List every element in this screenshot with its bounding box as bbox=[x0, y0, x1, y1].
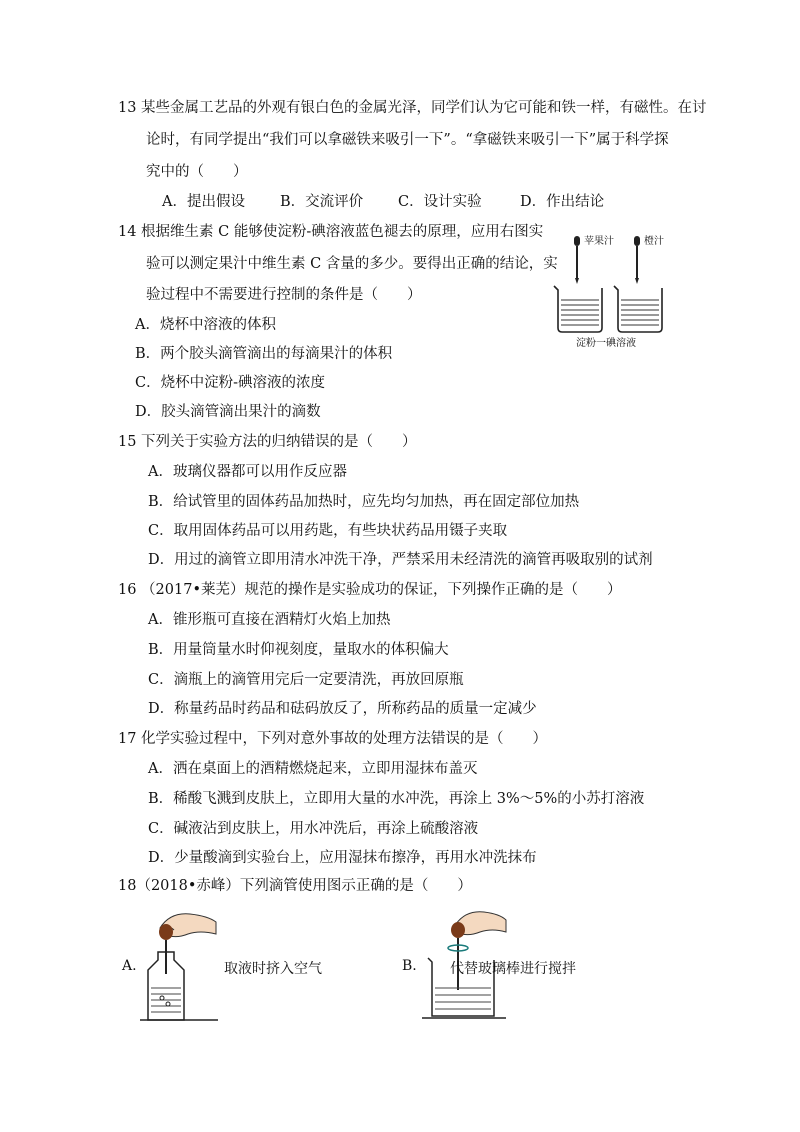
q16-stem: 16 （2017•莱芜）规范的操作是实验成功的保证，下列操作正确的是（ ） bbox=[118, 582, 622, 598]
right-beaker-icon bbox=[614, 286, 662, 332]
q18-choice-b-letter[interactable]: B. bbox=[402, 958, 417, 974]
q16-option-b[interactable]: B．用量筒量水时仰视刻度，量取水的体积偏大 bbox=[148, 642, 449, 658]
q18-choice-a-caption: 取液时挤入空气 bbox=[224, 961, 322, 977]
q14-option-c[interactable]: C．烧杯中淀粉-碘溶液的浓度 bbox=[135, 375, 325, 391]
label-apple-juice: 苹果汁 bbox=[584, 236, 614, 247]
beaker-dropper-figure bbox=[548, 228, 678, 348]
q13-stem-line-2: 论时，有同学提出“我们可以拿磁铁来吸引一下”。“拿磁铁来吸引一下”属于科学探 bbox=[146, 132, 669, 148]
q13-stem-line-3: 究中的（ ） bbox=[146, 164, 248, 180]
q17-stem: 17 化学实验过程中，下列对意外事故的处理方法错误的是（ ） bbox=[118, 731, 548, 747]
q14-stem-line-1: 14 根据维生素 C 能够使淀粉-碘溶液蓝色褪去的原理，应用右图实 bbox=[118, 224, 544, 240]
q16-option-a[interactable]: A．锥形瓶可直接在酒精灯火焰上加热 bbox=[148, 612, 391, 628]
q18-choice-b-caption: 代替玻璃棒进行搅拌 bbox=[450, 961, 576, 977]
q16-option-d[interactable]: D．称量药品时药品和砝码放反了，所称药品的质量一定减少 bbox=[148, 701, 537, 717]
q15-option-d[interactable]: D．用过的滴管立即用清水冲洗干净，严禁采用未经清洗的滴管再吸取别的试剂 bbox=[148, 552, 653, 568]
q14-option-b[interactable]: B．两个胶头滴管滴出的每滴果汁的体积 bbox=[135, 346, 393, 362]
q18-choice-a-letter[interactable]: A. bbox=[122, 958, 137, 974]
label-starch-iodine: 淀粉一碘溶液 bbox=[576, 338, 636, 348]
dropper-bulb-icon bbox=[159, 924, 173, 974]
q13-stem-line-1: 13 某些金属工艺品的外观有银白色的金属光泽，同学们认为它可能和铁一样，有磁性。在讨 bbox=[118, 100, 707, 116]
left-dropper-icon bbox=[574, 236, 580, 284]
left-beaker-icon bbox=[554, 286, 602, 332]
q17-option-c[interactable]: C．碱液沾到皮肤上，用水冲洗后，再涂上硫酸溶液 bbox=[148, 821, 479, 837]
right-dropper-icon bbox=[634, 236, 640, 284]
q15-option-c[interactable]: C．取用固体药品可以用药匙，有些块状药品用镊子夹取 bbox=[148, 523, 508, 539]
q17-option-a[interactable]: A．洒在桌面上的酒精燃烧起来，立即用湿抹布盖灭 bbox=[148, 761, 478, 777]
q15-option-a[interactable]: A．玻璃仪器都可以用作反应器 bbox=[148, 464, 347, 480]
q14-stem-line-2: 验可以测定果汁中维生素 C 含量的多少。要得出正确的结论，实 bbox=[146, 256, 558, 272]
q14-option-d[interactable]: D．胶头滴管滴出果汁的滴数 bbox=[135, 404, 321, 420]
q13-option-a[interactable]: A．提出假设 bbox=[162, 194, 245, 210]
q13-option-c[interactable]: C．设计实验 bbox=[398, 194, 482, 210]
q18-stem: 18（2018•赤峰）下列滴管使用图示正确的是（ ） bbox=[118, 878, 472, 894]
q14-option-a[interactable]: A．烧杯中溶液的体积 bbox=[135, 317, 276, 333]
q14-stem-line-3: 验过程中不需要进行控制的条件是（ ） bbox=[146, 287, 422, 303]
q15-stem: 15 下列关于实验方法的归纳错误的是（ ） bbox=[118, 434, 417, 450]
reagent-bottle-icon bbox=[140, 952, 218, 1020]
label-orange-juice: 橙汁 bbox=[644, 236, 664, 247]
q18-figure-a bbox=[140, 908, 220, 1023]
q17-option-b[interactable]: B．稀酸飞溅到皮肤上，立即用大量的水冲洗，再涂上 3%～5%的小苏打溶液 bbox=[148, 791, 645, 807]
q13-option-d[interactable]: D．作出结论 bbox=[520, 194, 605, 210]
q13-option-b[interactable]: B．交流评价 bbox=[280, 194, 364, 210]
q17-option-d[interactable]: D．少量酸滴到实验台上，应用湿抹布擦净，再用水冲洗抹布 bbox=[148, 850, 537, 866]
q15-option-b[interactable]: B．给试管里的固体药品加热时，应先均匀加热，再在固定部位加热 bbox=[148, 494, 580, 510]
q16-option-c[interactable]: C．滴瓶上的滴管用完后一定要清洗，再放回原瓶 bbox=[148, 672, 464, 688]
